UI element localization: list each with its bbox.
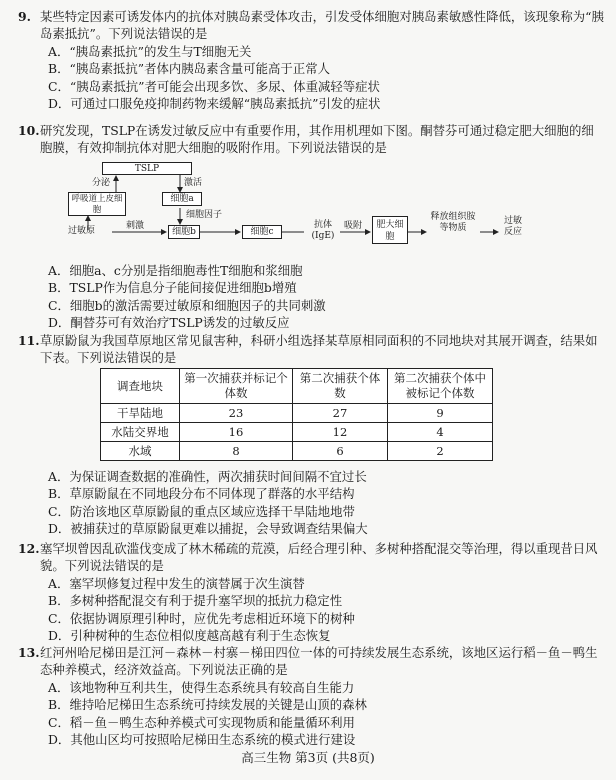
question-stem: 研究发现，TSLP在诱发过敏反应中有重要作用，其作用机理如下图。酮替芬可通过稳定肥大细胞的细胞膜，有效抑制抗体对肥大细胞的吸附作用。下列说法错误的是	[40, 123, 594, 156]
question-11	[18, 332, 604, 367]
epithelial-cell-box: 呼吸道上皮细胞	[68, 192, 126, 216]
question-stem: 草原鼢鼠为我国草原地区常见鼠害种，科研小组选择某草原相同面积的不同地块对其展开调查，结果如下表。下列说法错误的是	[40, 333, 598, 366]
option: D．酮替芬可有效治疗TSLP诱发的过敏反应	[48, 315, 290, 331]
mast-cell-box: 肥大细胞	[372, 216, 408, 244]
table-header: 第二次捕获个体中被标记个体数	[388, 369, 493, 404]
table-cell: 8	[180, 442, 293, 461]
question-stem: 红河州哈尼梯田是江河－森林－村寨－梯田四位一体的可持续发展生态系统，该地区运行稻－鱼－鸭生态种养模式，经济效益高。下列说法正确的是	[40, 645, 598, 678]
option: A．塞罕坝修复过程中发生的演替属于次生演替	[48, 575, 305, 591]
cell-c-box: 细胞c	[242, 225, 282, 239]
option: D．被捕获过的草原鼢鼠更难以捕捉，会导致调查结果偏大	[48, 521, 368, 537]
activate-label: 激活	[184, 178, 203, 188]
survey-table	[100, 368, 493, 461]
question-10-options	[18, 262, 604, 332]
table-header: 调查地块	[101, 369, 180, 404]
question-number: 10.	[18, 123, 40, 138]
stimulate-label: 刺激	[126, 221, 145, 231]
table-row	[101, 442, 493, 461]
option: B．“胰岛素抵抗”者体内胰岛素含量可能高于正常人	[48, 61, 330, 77]
question-11-options	[18, 468, 604, 538]
tslp-box: TSLP	[102, 162, 192, 175]
table-row	[101, 423, 493, 442]
page-footer: 高三生物 第3页 (共8页)	[241, 750, 375, 765]
option: A．“胰岛素抵抗”的发生与T细胞无关	[48, 43, 252, 59]
secrete-label: 分泌	[92, 178, 111, 188]
table-cell: 2	[388, 442, 493, 461]
option: A．该地物种互利共生，使得生态系统具有较高自生能力	[48, 679, 355, 695]
question-stem: 塞罕坝曾因乱砍滥伐变成了林木稀疏的荒漠，后经合理引种、多树种搭配混交等治理，得以重现昔日风貌。下列说法错误的是	[40, 541, 598, 574]
table-row	[101, 404, 493, 423]
table-cell: 水陆交界地	[101, 423, 180, 442]
option: A．细胞a、c分别是指细胞毒性T细胞和浆细胞	[48, 263, 303, 278]
release-label: 释放组织胺等物质	[430, 212, 476, 233]
mechanism-diagram	[68, 160, 528, 260]
table-cell: 12	[293, 423, 388, 442]
option: C．“胰岛素抵抗”者可能会出现多饮、多尿、体重减轻等症状	[48, 78, 380, 94]
question-12	[18, 540, 604, 644]
table-cell: 27	[293, 404, 388, 423]
table-header: 第一次捕获并标记个体数	[180, 369, 293, 404]
option: C．细胞b的激活需要过敏原和细胞因子的共同刺激	[48, 297, 326, 313]
cytokine-label: 细胞因子	[186, 210, 223, 220]
table-cell: 23	[180, 404, 293, 423]
cell-a-box: 细胞a	[162, 192, 202, 206]
option: C．稻－鱼－鸭生态种养模式可实现物质和能量循环利用	[48, 714, 355, 730]
option: D．可通过口服免疫抑制药物来缓解“胰岛素抵抗”引发的症状	[48, 96, 381, 112]
option: B．多树种搭配混交有利于提升塞罕坝的抵抗力稳定性	[48, 593, 343, 609]
diagram-arrows	[68, 160, 528, 260]
option: A．为保证调查数据的准确性，两次捕获时间间隔不宜过长	[48, 469, 367, 484]
table-cell: 16	[180, 423, 293, 442]
cell-b-box: 细胞b	[168, 225, 200, 239]
option: D．引种树种的生态位相似度越高越有利于生态恢复	[48, 628, 331, 644]
antibody-label: 抗体(IgE)	[311, 220, 335, 241]
table-cell: 干旱陆地	[101, 404, 180, 423]
question-number: 13.	[18, 645, 40, 660]
table-cell: 6	[293, 442, 388, 461]
option: B．TSLP作为信息分子能间接促进细胞b增殖	[48, 280, 297, 296]
option: B．草原鼢鼠在不同地段分布不同体现了群落的水平结构	[48, 486, 355, 502]
question-number: 12.	[18, 541, 40, 556]
option: D．其他山区均可按照哈尼梯田生态系统的模式进行建设	[48, 732, 356, 748]
table-header: 第二次捕获个体数	[293, 369, 388, 404]
table-header-row	[101, 369, 493, 404]
adsorb-label: 吸附	[344, 221, 363, 231]
allergen-label: 过敏原	[68, 226, 96, 236]
question-13	[18, 644, 604, 748]
option: C．依据协调原理引种时，应优先考虑相近环境下的树种	[48, 610, 355, 626]
option: B．维持哈尼梯田生态系统可持续发展的关键是山顶的森林	[48, 697, 367, 713]
question-number: 9.	[18, 9, 31, 24]
table-cell: 9	[388, 404, 493, 423]
table-cell: 4	[388, 423, 493, 442]
option: C．防治该地区草原鼢鼠的重点区域应选择干旱陆地地带	[48, 503, 355, 519]
question-9	[18, 8, 604, 112]
question-number: 11.	[18, 333, 40, 348]
question-stem: 某些特定因素可诱发体内的抗体对胰岛素受体攻击，引发受体细胞对胰岛素敏感性降低，该现象称为“胰岛素抵抗”。下列说法错误的是	[40, 9, 604, 42]
reaction-label: 过敏反应	[503, 216, 522, 237]
table-cell: 水域	[101, 442, 180, 461]
question-10	[18, 122, 604, 157]
